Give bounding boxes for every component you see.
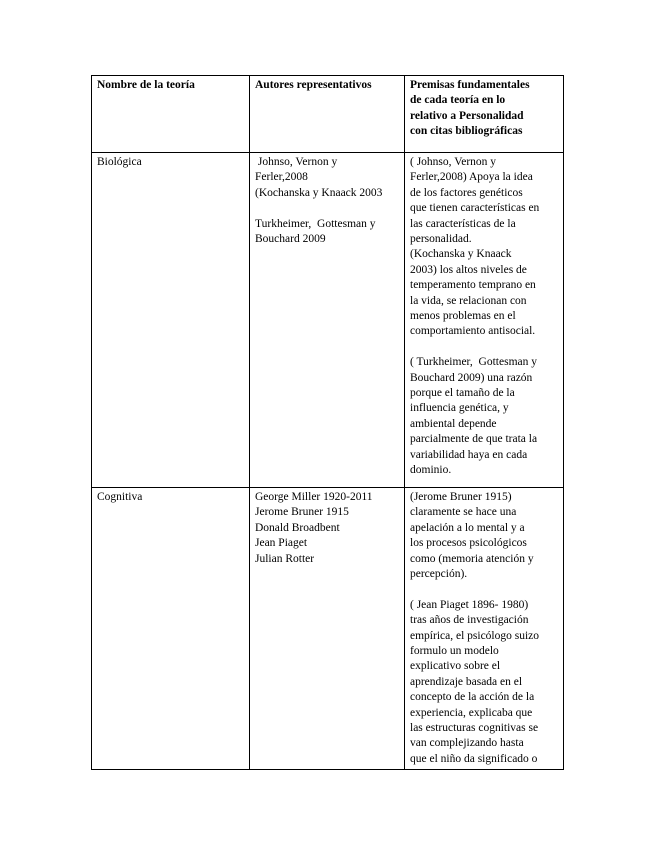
author-line: Jean Piaget: [255, 537, 308, 550]
author-line: George Miller 1920-2011: [255, 491, 373, 503]
author-line: Turkheimer, Gottesman y: [255, 217, 376, 230]
premise-line: explicativo sobre el: [410, 660, 501, 673]
premise-spacer: [410, 582, 559, 597]
author-line: (Kochanska y Knaack 2003: [255, 186, 383, 199]
premise-line: Bouchard 2009) una razón: [410, 371, 533, 384]
premise-line: empírica, el psicólogo suizo: [410, 629, 540, 642]
premise-line: influencia genética, y: [410, 402, 509, 415]
premise-line: que tienen características en: [410, 202, 540, 215]
premise-line: apelación a lo mental y a: [410, 521, 525, 534]
theory-name-cell: Biológica: [92, 153, 250, 488]
premise-line: tras años de investigación: [410, 614, 529, 627]
premise-line: experiencia, explicaba que: [410, 706, 533, 719]
premise-line: claramente se hace una: [410, 506, 517, 519]
premise-line: parcialmente de que trata la: [410, 433, 538, 446]
author-line: Donald Broadbent: [255, 521, 340, 534]
header-premises-line: de cada teoría en lo: [410, 94, 506, 107]
premise-line: temperamento temprano en: [410, 279, 536, 292]
premise-line: las características de la: [410, 217, 516, 230]
premises-cell: [405, 488, 564, 770]
premise-line: (Jerome Bruner 1915): [410, 491, 512, 503]
premise-line: que el niño da significado o: [410, 752, 538, 765]
authors-cell: [250, 153, 405, 488]
premise-line: las estructuras cognitivas se: [410, 722, 539, 735]
premise-line: Ferler,2008) Apoya la idea: [410, 171, 533, 184]
header-premises-line: relativo a Personalidad: [410, 109, 524, 122]
premise-line: la vida, se relacionan con: [410, 294, 527, 307]
premise-line: dominio.: [410, 464, 452, 477]
header-theory-name: Nombre de la teoría: [92, 76, 250, 153]
premise-line: comportamiento antisocial.: [410, 325, 536, 338]
premise-spacer: [410, 340, 559, 355]
table-row-biologica: [92, 153, 564, 488]
premise-line: 2003) los altos niveles de: [410, 263, 527, 276]
author-line: Jerome Bruner 1915: [255, 506, 349, 519]
theory-name-cell: Cognitiva: [92, 488, 250, 770]
author-spacer: [255, 201, 400, 216]
authors-cell: [250, 488, 405, 770]
premise-line: aprendizaje basada en el: [410, 675, 523, 688]
premise-line: porque el tamaño de la: [410, 387, 515, 400]
premise-line: ( Jean Piaget 1896- 1980): [410, 598, 529, 611]
premise-line: (Kochanska y Knaack: [410, 248, 512, 261]
author-line: Ferler,2008: [255, 171, 308, 184]
premises-cell: [405, 153, 564, 488]
header-premises: [405, 76, 564, 153]
premise-line: percepción).: [410, 568, 468, 581]
premise-line: ( Turkheimer, Gottesman y: [410, 356, 537, 369]
theories-table: [91, 75, 564, 770]
author-line: Bouchard 2009: [255, 233, 326, 246]
premise-line: menos problemas en el: [410, 310, 516, 323]
premise-line: variabilidad haya en cada: [410, 448, 528, 461]
premise-line: personalidad.: [410, 233, 472, 246]
header-authors: Autores representativos: [250, 76, 405, 153]
premise-line: formulo un modelo: [410, 645, 499, 658]
header-premises-line: con citas bibliográficas: [410, 125, 523, 138]
premise-line: ambiental depende: [410, 417, 497, 430]
premise-line: los procesos psicológicos: [410, 537, 527, 550]
premise-line: de los factores genéticos: [410, 186, 523, 199]
premise-line: concepto de la acción de la: [410, 691, 535, 704]
author-line: Johnso, Vernon y: [255, 156, 338, 168]
premise-line: ( Johnso, Vernon y: [410, 156, 497, 168]
table-header-row: [92, 76, 564, 153]
header-premises-line: Premisas fundamentales: [410, 79, 530, 91]
table-row-cognitiva: [92, 488, 564, 770]
premise-line: van complejizando hasta: [410, 737, 524, 750]
author-line: Julian Rotter: [255, 552, 315, 565]
premise-line: como (memoria atención y: [410, 552, 534, 565]
